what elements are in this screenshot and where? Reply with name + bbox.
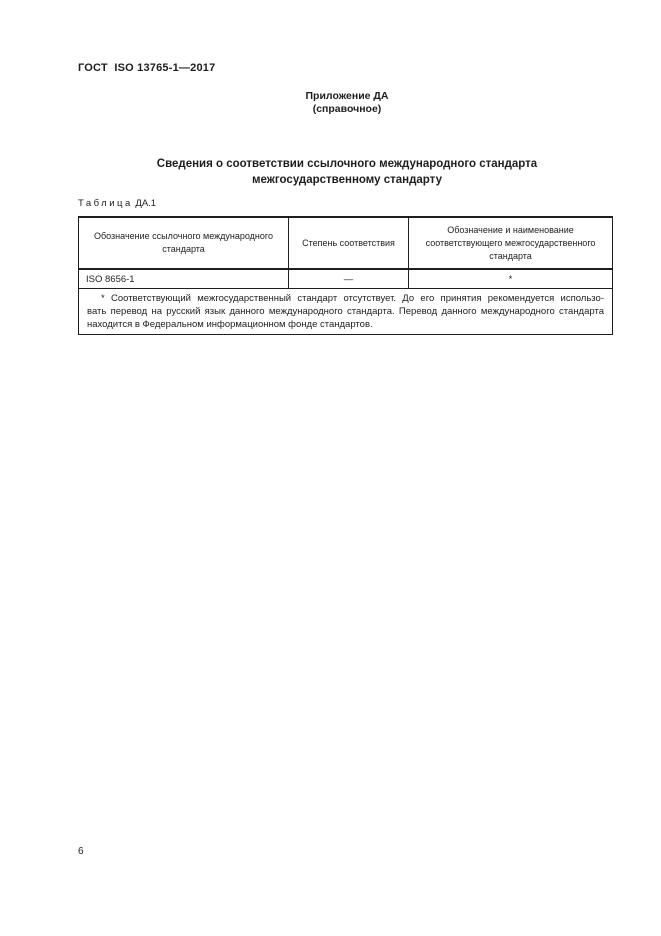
annex-type: (справочное) <box>312 103 382 115</box>
table-footnote <box>79 289 613 335</box>
page-number: 6 <box>78 846 84 857</box>
cell-correspondence-degree: — <box>289 269 409 289</box>
table-caption <box>78 198 156 209</box>
col-header-reference-standard: Обозначение ссылочного международного стандарта <box>79 217 289 269</box>
annex-label: Приложение ДА <box>305 90 389 102</box>
correspondence-table <box>78 216 613 335</box>
table-row <box>79 269 613 289</box>
table-caption-word: Таблица <box>78 198 133 209</box>
annex-title-line-1: Сведения о соответствии ссылочного международного стандарта <box>156 158 538 170</box>
running-header: ГОСТ ISO 13765-1—2017 <box>78 62 216 74</box>
annex-title <box>33 156 661 188</box>
table-caption-number: ДА.1 <box>135 198 157 209</box>
cell-interstate-designation: * <box>409 269 613 289</box>
annex-heading <box>33 90 661 116</box>
col-header-correspondence-degree: Степень соответствия <box>289 217 409 269</box>
annex-title-line-2: межгосударственному стандарту <box>252 174 442 186</box>
footnote-line-2: вать перевод на русский язык данного международного стандарта. Перевод данного международного стандарта <box>87 306 604 317</box>
col-header-interstate-standard: Обозначение и наименование соответствующего межгосударственного стандарта <box>409 217 613 269</box>
footnote-line-3: находится в Федеральном информационном фонде стандартов. <box>87 319 373 330</box>
cell-standard-designation: ISO 8656-1 <box>79 269 289 289</box>
table-footnote-row <box>79 289 613 335</box>
footnote-line-1: * Соответствующий межгосударственный стандарт отсутствует. До его принятия рекомендуется использо- <box>101 293 604 304</box>
table-header-row <box>79 217 613 269</box>
